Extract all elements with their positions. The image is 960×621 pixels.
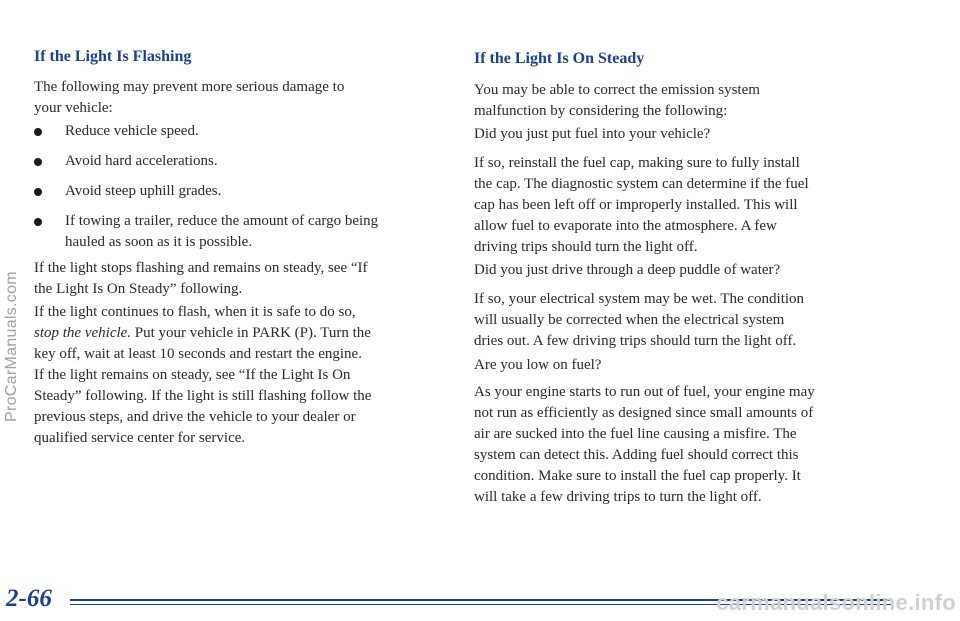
side-watermark: ProCarManuals.com bbox=[3, 271, 20, 422]
text-line: If so, reinstall the fuel cap, making sure to fully install bbox=[474, 155, 800, 171]
bullet-dot-icon bbox=[34, 128, 42, 136]
text-line: will take a few driving trips to turn the light off. bbox=[474, 489, 762, 505]
question-fuel: Did you just put fuel into your vehicle? bbox=[474, 126, 711, 142]
bottom-watermark: carmanualsonline.info bbox=[716, 590, 956, 615]
text-line: If the light continues to flash, when it is safe to do so, bbox=[34, 304, 356, 320]
text-line: key off, wait at least 10 seconds and restart the engine. bbox=[34, 346, 362, 362]
text-line: You may be able to correct the emission system bbox=[474, 82, 760, 98]
text-line: air are sucked into the fuel line causing a misfire. The bbox=[474, 426, 797, 442]
paragraph-continues-flashing bbox=[34, 302, 371, 449]
intro-paragraph bbox=[34, 77, 344, 119]
text-line: If the light remains on steady, see “If the Light Is On bbox=[34, 367, 351, 383]
bullet-dot-icon bbox=[34, 218, 42, 226]
text-line: If so, your electrical system may be wet. The condition bbox=[474, 291, 805, 307]
text-line: your vehicle: bbox=[34, 100, 113, 116]
heading-light-steady: If the Light Is On Steady bbox=[474, 50, 645, 67]
text-line: Steady” following. If the light is still flashing follow the bbox=[34, 388, 372, 404]
text-line: hauled as soon as it is possible. bbox=[65, 234, 253, 250]
question-low-fuel: Are you low on fuel? bbox=[474, 357, 602, 373]
paragraph-electrical-wet bbox=[474, 289, 804, 352]
text-line bbox=[34, 323, 371, 344]
text-line: Avoid hard accelerations. bbox=[65, 153, 218, 169]
text-line: As your engine starts to run out of fuel, your engine may bbox=[474, 384, 815, 400]
text-line: driving trips should turn the light off. bbox=[474, 239, 698, 255]
text-line: dries out. A few driving trips should turn the light off. bbox=[474, 333, 797, 349]
text-line: the Light Is On Steady” following. bbox=[34, 281, 243, 297]
text-line: previous steps, and drive the vehicle to your dealer or bbox=[34, 409, 356, 425]
text-line: Reduce vehicle speed. bbox=[65, 123, 199, 139]
text-line: malfunction by considering the following: bbox=[474, 103, 728, 119]
paragraph-fuel-cap bbox=[474, 153, 809, 258]
text-line: Avoid steep uphill grades. bbox=[65, 183, 222, 199]
page-number: 2-66 bbox=[6, 585, 52, 612]
bullet-dot-icon bbox=[34, 188, 42, 196]
text-line: the cap. The diagnostic system can determine if the fuel bbox=[474, 176, 809, 192]
bullet-dot-icon bbox=[34, 158, 42, 166]
text-line: condition. Make sure to install the fuel cap properly. It bbox=[474, 468, 801, 484]
text-line: will usually be corrected when the electrical system bbox=[474, 312, 785, 328]
text-line: If towing a trailer, reduce the amount of cargo being bbox=[65, 213, 379, 229]
paragraph-stops-flashing bbox=[34, 258, 368, 300]
text-line: not run as efficiently as designed since small amounts of bbox=[474, 405, 814, 421]
text-line: cap has been left off or improperly installed. This will bbox=[474, 197, 798, 213]
paragraph-intro-steady bbox=[474, 80, 760, 122]
question-puddle: Did you just drive through a deep puddle of water? bbox=[474, 262, 781, 278]
text-line: system can detect this. Adding fuel should correct this bbox=[474, 447, 799, 463]
heading-light-flashing: If the Light Is Flashing bbox=[34, 48, 192, 65]
paragraph-low-fuel bbox=[474, 382, 815, 508]
text-line: allow fuel to evaporate into the atmosphere. A few bbox=[474, 218, 777, 234]
text-span: Put your vehicle in PARK (P). Turn the bbox=[131, 325, 371, 341]
text-line: If the light stops flashing and remains on steady, see “If bbox=[34, 260, 368, 276]
text-line: qualified service center for service. bbox=[34, 430, 246, 446]
text-line: The following may prevent more serious damage to bbox=[34, 79, 345, 95]
emphasis-text: stop the vehicle. bbox=[34, 325, 132, 341]
